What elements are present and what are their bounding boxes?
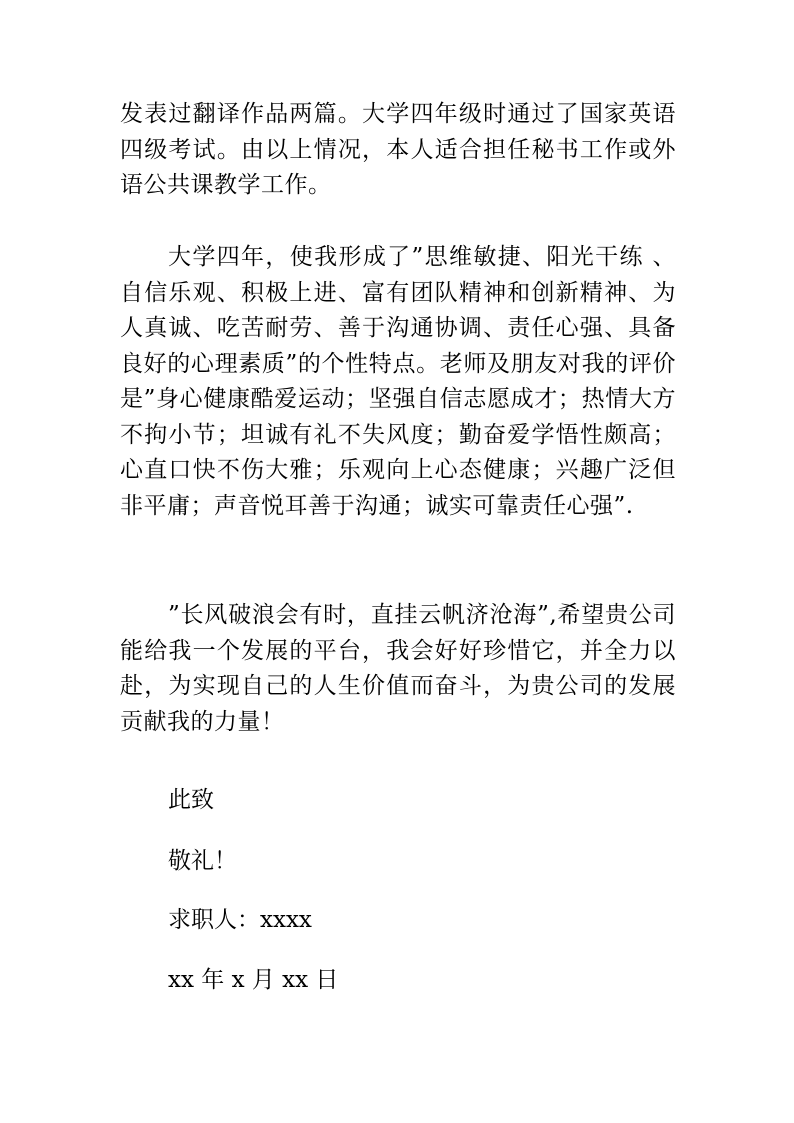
closing-salutation: 此致 (168, 787, 214, 813)
body-paragraph-3: ”长风破浪会有时，直挂云帆济沧海”,希望贵公司能给我一个发展的平台，我会好好珍惜它，并全力以赴，为实现自己的人生价值而奋斗，为贵公司的发展贡献我的力量！ (120, 602, 676, 735)
applicant-signature: 求职人：xxxx (168, 907, 312, 933)
body-paragraph-2: 大学四年，使我形成了”思维敏捷、阳光干练 、自信乐观、积极上进、富有团队精神和创新精神、为人真诚、吃苦耐劳、善于沟通协调、责任心强、具备良好的心理素质”的个性特点。老师及朋友对我的评价是”身心健康酷爱运动；坚强自信志愿成才；热情大方不拘小节；坦诚有礼不失风度；勤奋爱学悟性颇高；心直口快不伤大雅；乐观向上心态健康；兴趣广泛但非平庸；声音悦耳善于沟通；诚实可靠责任心强”. (120, 244, 676, 519)
letter-date: xx 年 x 月 xx 日 (168, 967, 339, 993)
closing-regards: 敬礼！ (168, 848, 237, 874)
body-paragraph-1: 发表过翻译作品两篇。大学四年级时通过了国家英语四级考试。由以上情况，本人适合担任秘书工作或外语公共课教学工作。 (120, 101, 676, 198)
